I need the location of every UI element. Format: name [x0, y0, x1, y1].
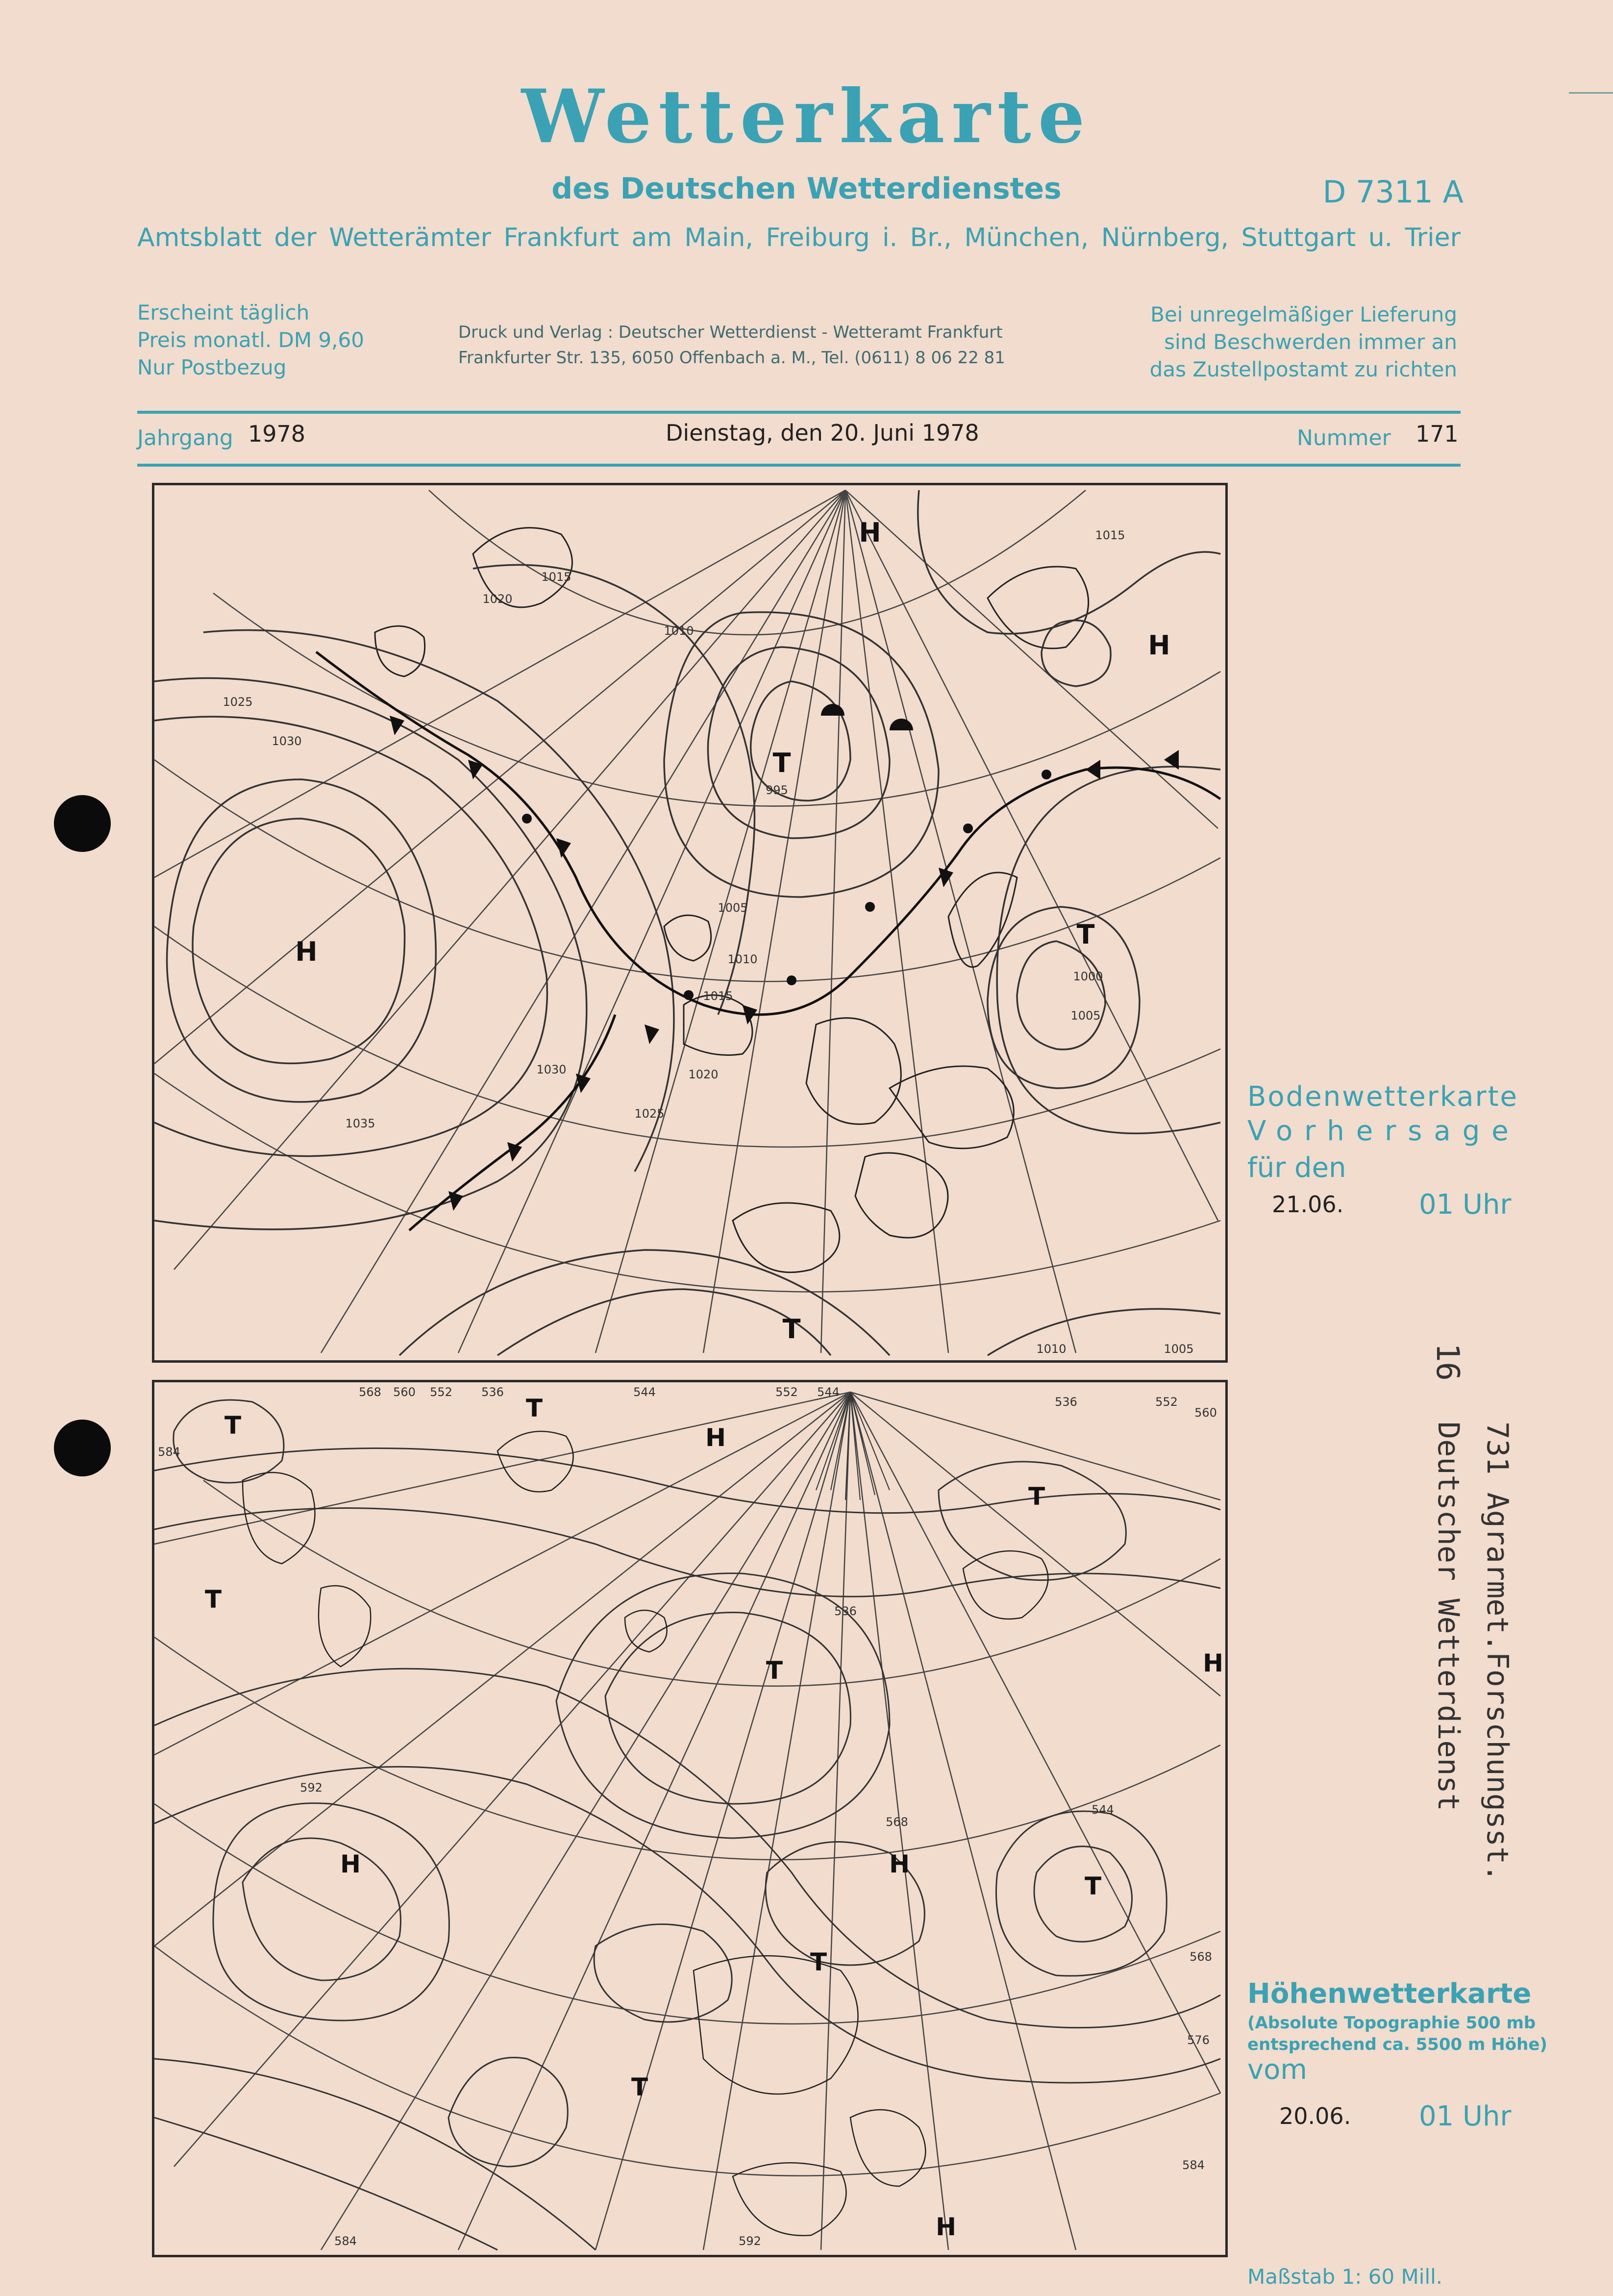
isobar-label: 1025 [223, 695, 253, 709]
contour-label: 584 [158, 1445, 180, 1459]
isobar-label: 1005 [718, 901, 748, 915]
isobar-labels [223, 528, 1193, 1356]
upper-map-time: 01 Uhr [1419, 2100, 1512, 2132]
issue-date: Dienstag, den 20. Juni 1978 [666, 420, 979, 446]
contour-label: 560 [1194, 1406, 1217, 1420]
coastlines [243, 1431, 1048, 2236]
contour-label: 536 [834, 1604, 857, 1618]
isobars [154, 490, 1220, 1355]
upper-map-subtitle-line: entsprechend ca. 5500 m Höhe) [1247, 2035, 1547, 2054]
contour-label: 584 [1182, 2158, 1205, 2172]
upper-map-title: Höhenwetterkarte [1247, 1978, 1532, 2010]
delivery-info [1150, 301, 1457, 383]
isobar-label: 1005 [1070, 1009, 1101, 1023]
pressure-system-symbol: T [1028, 1482, 1045, 1511]
contour-label: 552 [430, 1385, 452, 1399]
surface-map-date: 21.06. [1272, 1191, 1344, 1218]
amtsblatt-line: Amtsblatt der Wetterämter Frankfurt am Main, Freiburg i. Br., München, Nürnberg, Stuttgart u. Trier [137, 223, 1461, 252]
nummer-value: 171 [1415, 421, 1459, 447]
isobar-label: 1015 [1095, 528, 1125, 542]
stamp-line: 731 Agrarmet.Forschungsst. [1480, 1422, 1514, 1882]
masthead-subtitle: des Deutschen Wetterdienstes [551, 172, 1062, 206]
issue-code: D 7311 A [1322, 174, 1464, 210]
contour-label: 568 [359, 1385, 381, 1399]
isobar-label: 1010 [1036, 1342, 1067, 1356]
stamp-line: Deutscher Wetterdienst [1431, 1422, 1465, 1811]
map-scale: Maßstab 1: 60 Mill. [1247, 2265, 1443, 2289]
contour-label: 544 [817, 1385, 840, 1399]
address-line: Frankfurter Str. 135, 6050 Offenbach a. M., Tel. (0611) 8 06 22 81 [458, 348, 1005, 368]
punch-hole [54, 795, 111, 852]
isobar-label: 1035 [345, 1117, 375, 1130]
pressure-system-symbol: T [1076, 919, 1095, 950]
masthead-title: Wetterkarte [521, 74, 1092, 160]
isobar-label: 1020 [688, 1068, 719, 1081]
isobar-label: 1020 [482, 592, 513, 606]
parallels [154, 490, 1220, 1292]
publisher-info [458, 320, 1005, 371]
nummer-label: Nummer [1297, 425, 1391, 450]
erscheint-line: Erscheint täglich [137, 300, 310, 324]
lieferung-line: Bei unregelmäßiger Lieferung [1150, 302, 1457, 326]
punch-hole [54, 1420, 111, 1476]
contour-label: 536 [1055, 1395, 1077, 1409]
surface-map-forecast-label: Vorhersage [1247, 1115, 1520, 1147]
lieferung-line: sind Beschwerden immer an [1164, 330, 1457, 354]
pressure-system-symbol: T [782, 1314, 801, 1345]
contour-label: 552 [775, 1385, 798, 1399]
lieferung-line: das Zustellpostamt zu richten [1149, 357, 1457, 381]
pressure-system-symbol: H [340, 1850, 361, 1878]
isobar-label: 1030 [536, 1063, 567, 1076]
pressure-system-symbol: T [631, 2073, 648, 2101]
pressure-system-symbol: H [889, 1850, 910, 1878]
system-markers [205, 1394, 1223, 2241]
jahrgang-label: Jahrgang [137, 425, 233, 450]
pressure-system-symbol: H [1148, 630, 1170, 661]
isobar-label: 1005 [1164, 1342, 1194, 1356]
pressure-system-symbol: H [705, 1423, 726, 1452]
contour-label: 568 [1190, 1950, 1212, 1964]
upper-map-subtitle [1247, 2012, 1547, 2055]
surface-map-time: 01 Uhr [1419, 1189, 1512, 1221]
druck-line: Druck und Verlag : Deutscher Wetterdienst - Wetteramt Frankfurt [458, 323, 1003, 342]
divider [137, 464, 1461, 467]
pressure-system-symbol: T [525, 1394, 543, 1423]
upper-map-subtitle-line: (Absolute Topographie 500 mb [1247, 2013, 1536, 2033]
isobar-label: 995 [766, 783, 788, 797]
isobar-label: 1030 [272, 734, 302, 748]
contour-label: 576 [1187, 2033, 1210, 2047]
upper-air-map [152, 1380, 1228, 2257]
isobar-label: 1000 [1073, 970, 1103, 983]
contour-label: 536 [481, 1385, 504, 1399]
pressure-system-symbol: T [1084, 1872, 1102, 1900]
front-symbols [390, 704, 1179, 1211]
contour-label: 560 [393, 1385, 416, 1399]
subscription-info [137, 299, 364, 381]
surface-map-title: Bodenwetterkarte [1247, 1081, 1519, 1113]
jahrgang-value: 1978 [248, 421, 306, 447]
surface-weather-map [152, 483, 1228, 1363]
contours [154, 1400, 1220, 2250]
library-stamp [1416, 1343, 1544, 1882]
isobar-label: 1015 [703, 989, 733, 1003]
pressure-system-symbol: T [224, 1411, 242, 1440]
parallels [154, 1480, 1220, 2176]
contour-label: 544 [1092, 1803, 1114, 1817]
isobar-label: 1015 [541, 570, 571, 584]
isobar-label: 1010 [727, 952, 758, 966]
isobar-label: 1025 [634, 1107, 665, 1121]
meridians [154, 490, 1218, 1353]
pressure-system-symbol: H [936, 2213, 956, 2241]
isobar-label: 1010 [664, 624, 694, 638]
coastlines [375, 528, 1089, 1273]
postbezug-line: Nur Postbezug [137, 355, 287, 379]
pressure-system-symbol: H [859, 517, 881, 548]
pressure-system-symbol: T [772, 748, 791, 778]
contour-label: 552 [1155, 1395, 1178, 1409]
pressure-system-symbol: T [204, 1585, 222, 1614]
stamp-number: 16 [1429, 1343, 1465, 1381]
upper-map-vom: vom [1247, 2054, 1307, 2086]
divider [137, 411, 1461, 414]
contour-label: 544 [633, 1385, 656, 1399]
surface-map-fuer-den: für den [1247, 1152, 1346, 1184]
pressure-system-symbol: H [1203, 1649, 1223, 1677]
upper-map-date: 20.06. [1279, 2103, 1351, 2129]
pressure-system-symbol: T [766, 1656, 783, 1685]
contour-label: 592 [300, 1781, 323, 1795]
contour-label: 592 [739, 2234, 761, 2248]
preis-line: Preis monatl. DM 9,60 [137, 328, 364, 352]
pressure-system-symbol: H [295, 936, 318, 967]
contour-label: 568 [886, 1815, 908, 1829]
pressure-system-symbol: T [810, 1948, 827, 1976]
contour-label: 584 [334, 2234, 357, 2248]
